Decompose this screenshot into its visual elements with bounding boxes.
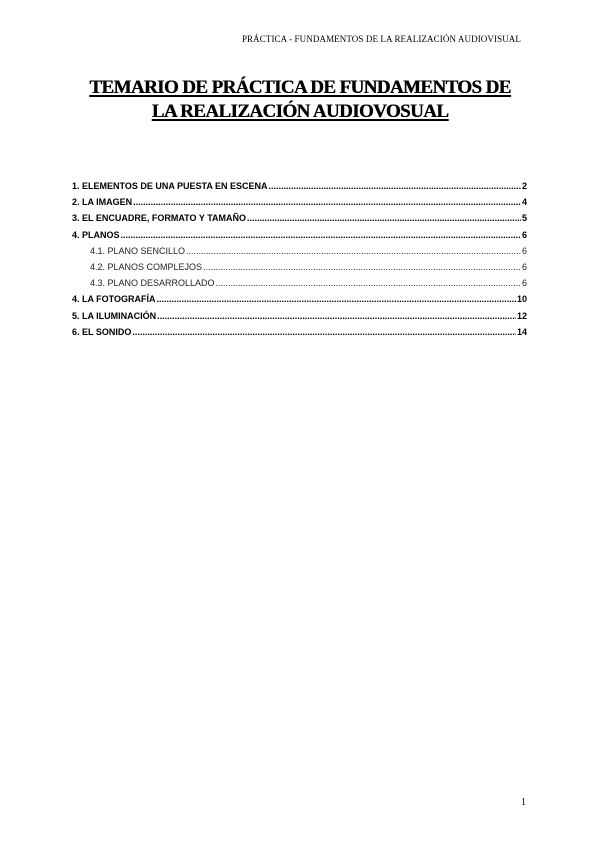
toc-entry-label: 6. EL SONIDO	[72, 326, 132, 337]
toc-entry-page: 4	[521, 197, 527, 208]
toc-entry-planos-complejos[interactable]	[72, 262, 527, 278]
toc-entry-page: 14	[516, 326, 527, 337]
toc-entry-label: 1. ELEMENTOS DE UNA PUESTA EN ESCENA	[72, 181, 268, 191]
toc-entry-imagen[interactable]	[72, 197, 527, 213]
document-title	[60, 76, 540, 124]
toc-entry-encuadre[interactable]	[72, 213, 527, 229]
toc-leader-dots	[203, 262, 521, 272]
toc-leader-dots	[133, 197, 521, 207]
toc-entry-sonido[interactable]	[72, 327, 527, 343]
page-number: 1	[521, 797, 526, 808]
toc-entry-plano-desarrollado[interactable]	[72, 278, 527, 294]
toc-leader-dots	[247, 213, 521, 223]
toc-entry-page: 6	[521, 245, 527, 256]
toc-entry-page: 2	[521, 181, 527, 191]
title-line-2: LA REALIZACIÓN AUDIOVOSUAL	[151, 101, 449, 122]
toc-entry-label: 4. PLANOS	[72, 229, 120, 240]
toc-entry-fotografia[interactable]	[72, 294, 527, 310]
toc-entry-page: 12	[516, 310, 527, 321]
toc-entry-iluminacion[interactable]	[72, 311, 527, 327]
toc-entry-plano-sencillo[interactable]	[72, 246, 527, 262]
toc-leader-dots	[269, 181, 521, 191]
toc-leader-dots	[132, 327, 516, 337]
toc-entry-planos[interactable]	[72, 230, 527, 246]
title-line-1: TEMARIO DE PRÁCTICA DE FUNDAMENTOS DE	[89, 77, 511, 98]
toc-entry-page: 6	[521, 278, 527, 289]
toc-leader-dots	[186, 246, 521, 256]
toc-entry-label: 4.2. PLANOS COMPLEJOS	[90, 261, 203, 272]
toc-leader-dots	[157, 294, 516, 304]
toc-leader-dots	[157, 311, 516, 321]
toc-entry-label: 4.1. PLANO SENCILLO	[90, 245, 186, 256]
running-header: PRÁCTICA - FUNDAMENTOS DE LA REALIZACIÓN AUDIOVISUAL	[241, 34, 521, 44]
toc-entry-page: 6	[521, 261, 527, 272]
toc-leader-dots	[121, 230, 521, 240]
table-of-contents	[72, 181, 527, 343]
toc-entry-page: 5	[521, 213, 527, 224]
toc-entry-page: 6	[521, 229, 527, 240]
toc-leader-dots	[216, 278, 521, 288]
toc-entry-label: 4.3. PLANO DESARROLLADO	[90, 278, 215, 289]
toc-entry-page: 10	[516, 294, 527, 305]
toc-entry-label: 2. LA IMAGEN	[72, 197, 133, 208]
toc-entry-label: 5. LA ILUMINACIÓN	[72, 310, 157, 321]
toc-entry-elementos[interactable]	[72, 181, 527, 197]
toc-entry-label: 3. EL ENCUADRE, FORMATO Y TAMAÑO	[72, 213, 247, 224]
toc-entry-label: 4. LA FOTOGRAFÍA	[72, 294, 156, 305]
